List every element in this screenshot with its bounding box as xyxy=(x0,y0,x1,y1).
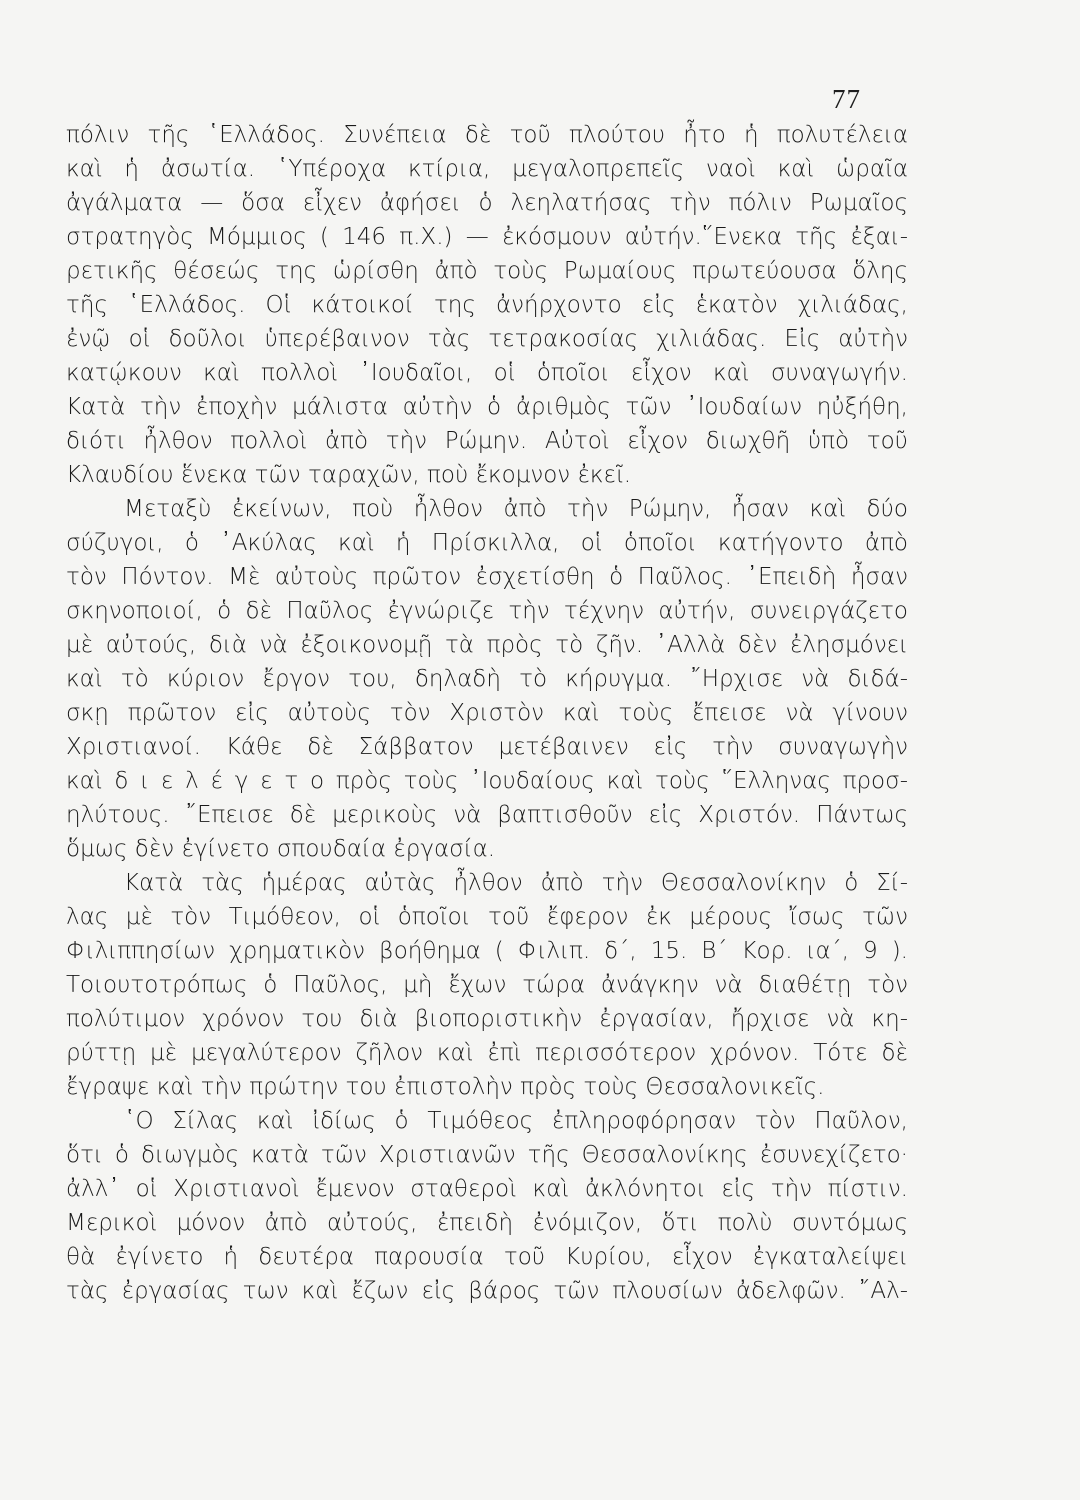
text-line: καὶ δ ι ε λ έ γ ε τ ο πρὸς τοὺς ᾿Ιουδαίους καὶ τοὺς ῞Ελληνας προσ- xyxy=(66,768,908,794)
text-line: ρετικῆς θέσεώς της ὡρίσθη ἀπὸ τοὺς Ρωμαίους πρωτεύουσα ὅλης xyxy=(66,258,908,284)
page-number: 77 xyxy=(832,84,861,114)
text-line: τὰς ἐργασίας των καὶ ἔζων εἰς βάρος τῶν πλουσίων ἀδελφῶν. ῎Αλ- xyxy=(66,1278,908,1304)
text-line: Τοιουτοτρόπως ὁ Παῦλος, μὴ ἔχων τώρα ἀνάγκην νὰ διαθέτῃ τὸν xyxy=(66,972,908,998)
text-line: Κλαυδίου ἕνεκα τῶν ταραχῶν, ποὺ ἔκομνον ἐκεῖ. xyxy=(66,462,632,488)
text-line: Φιλιππησίων χρηματικὸν βοήθημα ( Φιλιπ. δ΄, 15. Β΄ Κορ. ια΄, 9 ). xyxy=(66,938,908,964)
text-line: μὲ αὐτούς, διὰ νὰ ἐξοικονομῇ τὰ πρὸς τὸ ζῆν. ᾿Αλλὰ δὲν ἐλησμόνει xyxy=(66,632,908,658)
paragraph-start-line: Κατὰ τὰς ἡμέρας αὐτὰς ἦλθον ἀπὸ τὴν Θεσσαλονίκην ὁ Σί- xyxy=(124,870,908,896)
text-line: ὅτι ὁ διωγμὸς κατὰ τῶν Χριστιανῶν τῆς Θεσσαλονίκης ἐσυνεχίζετο· xyxy=(66,1142,908,1168)
text-line: ρύττῃ μὲ μεγαλύτερον ζῆλον καὶ ἐπὶ περισσότερον χρόνον. Τότε δὲ xyxy=(66,1040,908,1066)
text-line: πόλιν τῆς ῾Ελλάδος. Συνέπεια δὲ τοῦ πλούτου ἦτο ἡ πολυτέλεια xyxy=(66,122,908,148)
text-line: ἐνῷ οἱ δοῦλοι ὑπερέβαινον τὰς τετρακοσίας χιλιάδας. Εἰς αὐτὴν xyxy=(66,326,908,352)
text-line: ἀλλ᾿ οἱ Χριστιανοὶ ἔμενον σταθεροὶ καὶ ἀκλόνητοι εἰς τὴν πίστιν. xyxy=(66,1176,908,1202)
text-line: λας μὲ τὸν Τιμόθεον, οἱ ὁποῖοι τοῦ ἔφερον ἐκ μέρους ἴσως τῶν xyxy=(66,904,908,930)
paragraph-start-line: ῾Ο Σίλας καὶ ἰδίως ὁ Τιμόθεος ἐπληροφόρησαν τὸν Παῦλον, xyxy=(124,1108,908,1134)
text-line: ὅμως δὲν ἐγίνετο σπουδαία ἐργασία. xyxy=(66,836,496,862)
text-line: καὶ ἡ ἀσωτία. ῾Υπέροχα κτίρια, μεγαλοπρεπεῖς ναοὶ καὶ ὡραῖα xyxy=(66,156,908,182)
text-line: στρατηγὸς Μόμμιος ( 146 π.Χ.) — ἐκόσμουν αὐτήν.῞Ενεκα τῆς ἐξαι- xyxy=(66,224,908,250)
text-line: σκηνοποιοί, ὁ δὲ Παῦλος ἐγνώριζε τὴν τέχνην αὐτήν, συνειργάζετο xyxy=(66,598,908,624)
paragraph-start-line: Μεταξὺ ἐκείνων, ποὺ ἦλθον ἀπὸ τὴν Ρώμην, ἦσαν καὶ δύο xyxy=(124,496,908,522)
text-line: τὸν Πόντον. Μὲ αὐτοὺς πρῶτον ἐσχετίσθη ὁ Παῦλος. ᾿Επειδὴ ἦσαν xyxy=(66,564,908,590)
text-line: διότι ἦλθον πολλοὶ ἀπὸ τὴν Ρώμην. Αὐτοὶ εἶχον διωχθῆ ὑπὸ τοῦ xyxy=(66,428,908,454)
text-line: σύζυγοι, ὁ ᾿Ακύλας καὶ ἡ Πρίσκιλλα, οἱ ὁποῖοι κατήγοντο ἀπὸ xyxy=(66,530,908,556)
text-line: τῆς ῾Ελλάδος. Οἱ κάτοικοί της ἀνήρχοντο εἰς ἑκατὸν χιλιάδας, xyxy=(66,292,908,318)
text-line: κατῴκουν καὶ πολλοὶ ᾿Ιουδαῖοι, οἱ ὁποῖοι εἶχον καὶ συναγωγήν. xyxy=(66,360,908,386)
text-line: ηλύτους. ῎Επεισε δὲ μερικοὺς νὰ βαπτισθοῦν εἰς Χριστόν. Πάντως xyxy=(66,802,908,828)
text-line: πολύτιμον χρόνον του διὰ βιοποριστικὴν ἐργασίαν, ἤρχισε νὰ κη- xyxy=(66,1006,908,1032)
body-text xyxy=(66,118,908,1308)
text-line: σκῃ πρῶτον εἰς αὐτοὺς τὸν Χριστὸν καὶ τοὺς ἔπεισε νὰ γίνουν xyxy=(66,700,908,726)
text-line: Χριστιανοί. Κάθε δὲ Σάββατον μετέβαινεν εἰς τὴν συναγωγὴν xyxy=(66,734,908,760)
text-line: καὶ τὸ κύριον ἔργον του, δηλαδὴ τὸ κήρυγμα. ῎Ηρχισε νὰ διδά- xyxy=(66,666,908,692)
text-line: ἀγάλματα — ὅσα εἶχεν ἀφήσει ὁ λεηλατήσας τὴν πόλιν Ρωμαῖος xyxy=(66,190,908,216)
text-line: ἔγραψε καὶ τὴν πρώτην του ἐπιστολὴν πρὸς τοὺς Θεσσαλονικεῖς. xyxy=(66,1074,825,1100)
text-line: Κατὰ τὴν ἐποχὴν μάλιστα αὐτὴν ὁ ἀριθμὸς τῶν ᾿Ιουδαίων ηὐξήθη, xyxy=(66,394,908,420)
text-line: Μερικοὶ μόνον ἀπὸ αὐτούς, ἐπειδὴ ἐνόμιζον, ὅτι πολὺ συντόμως xyxy=(66,1210,908,1236)
text-line: θὰ ἐγίνετο ἡ δευτέρα παρουσία τοῦ Κυρίου, εἶχον ἐγκαταλείψει xyxy=(66,1244,908,1270)
